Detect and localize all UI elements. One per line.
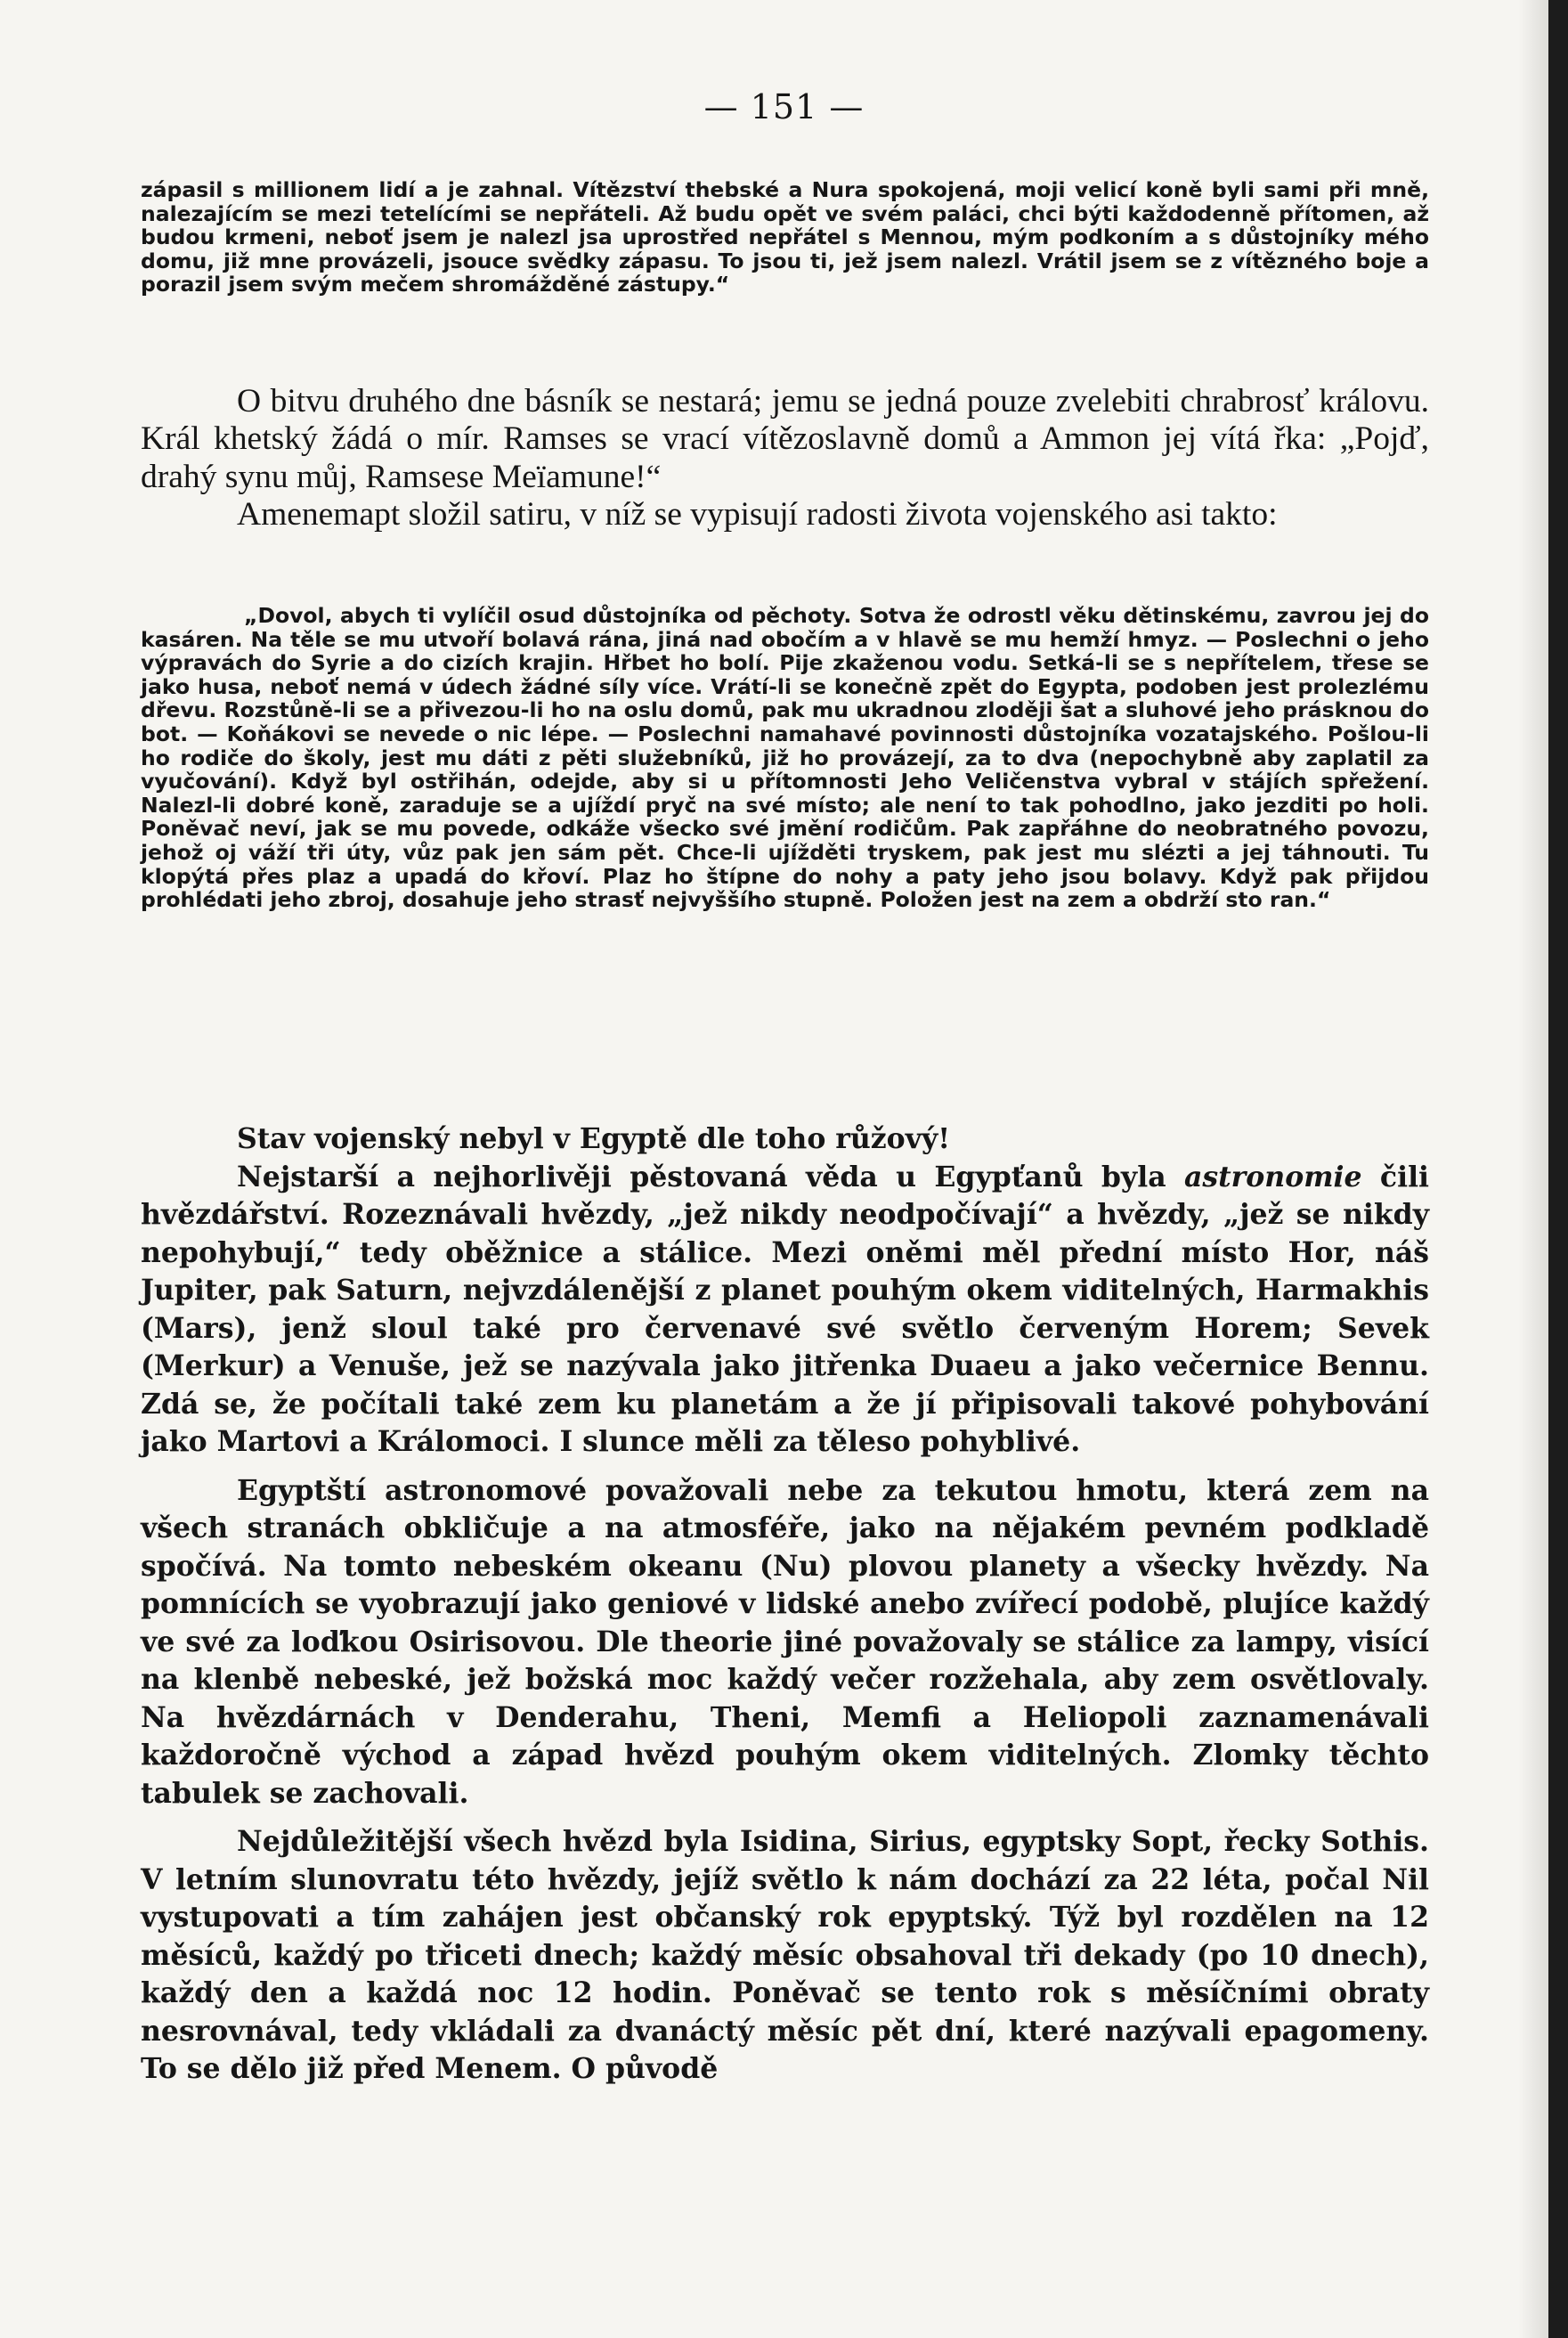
paragraph-5: Egyptští astronomové považovali nebe za tekutou hmotu, která zem na všech stranách obkličuje a na atmosféře, jako na nějakém pevném podkladě spočívá. Na tomto nebeském okeanu (Nu) plovou planety a všecky hvězdy. Na pomnících se vyobrazují jako geniové v lidské anebo zvířecí podobě, plujíce každý ve své za loďkou Osirisovou. Dle theorie jiné považovaly se stálice za lampy, visící na klenbě nebeské, jež božská moc každý večer rozžehala, aby zem osvětlovaly. Na hvězdárnách v Denderahu, Theni, Memfi a Heliopoli zaznamenávali každoročně východ a západ hvězd pouhým okem viditelných. Zlomky těchto tabulek se zachovali. <box>141 1473 1429 1810</box>
main-text-upper <box>141 383 1429 534</box>
paragraph-4-rest: čili hvězdářství. Rozeznávali hvězdy, „jež nikdy neodpočívají“ a hvězdy, „jež se nikdy nepohybují,“ tedy oběžnice a stálice. Mezi oněmi měl přední místo Hor, náš Jupiter, pak Saturn, nejvzdálenější z planet pouhým okem viditelných, Harmakhis (Mars), jenž sloul také pro červenavé své světlo červeným Horem; Sevek (Merkur) a Venuše, jež se nazývala jako jitřenka Duaeu a jako večernice Bennu. Zdá se, že počítali také zem ku planetám a že jí připisovali takové pohybování jako Martovi a Králomoci. I slunce měli za těleso pohyblivé. <box>141 1160 1429 1458</box>
paragraph-3: Stav vojenský nebyl v Egyptě dle toho růžový! <box>237 1122 951 1155</box>
paragraph-6: Nejdůležitější všech hvězd byla Isidina, Sirius, egyptsky Sopt, řecky Sothis. V letním slunovratu této hvězdy, jejíž světlo k nám dochází za 22 léta, počal Nil vystupovati a tím zahájen jest občanský rok epyptský. Týž byl rozdělen na 12 měsíců, každý po třiceti dnech; každý měsíc obsahoval tři dekady (po 10 dnech), každý den a každá noc 12 hodin. Poněvač se tento rok s měsíčními obraty nesrovnával, tedy vkládali za dvanáctý měsíc pět dní, které nazývali epagomeny. To se dělo již před Menem. O původě <box>141 1825 1429 2085</box>
quote-block-1 <box>141 178 1429 297</box>
page-edge-shadow <box>1518 0 1548 2338</box>
paragraph-4-start: Nejstarší a nejhorlivěji pěstovaná věda u Egypťanů byla <box>237 1160 1184 1193</box>
quote-block-2 <box>141 604 1429 912</box>
astronomie-term: astronomie <box>1183 1160 1362 1193</box>
quote-text-1: zápasil s millionem lidí a je zahnal. Vítězství thebské a Nura spokojená, moji velicí koně byli sami při mně, nalezajícím se mezi tetelícími se nepřáteli. Až budu opět ve svém paláci, chci býti každodenně přítomen, až budou krmeni, neboť jsem je nalezl jsa uprostřed nepřátel s Mennou, mým podkoním a s důstojníky mého domu, již mne provázeli, jsouce svědky zápasu. To jsou ti, jež jsem nalezl. Vrátil jsem se z vítězného boje a porazil jsem svým mečem shromážděné zástupy.“ <box>141 177 1429 297</box>
quote-text-2: „Dovol, abych ti vylíčil osud důstojníka od pěchoty. Sotva že odrostl věku dětinskému, zavrou jej do kasáren. Na těle se mu utvoří bolavá rána, jiná nad obočím a v hlavě se mu hemží hmyz. — Poslechni o jeho výpravách do Syrie a do cizích krajin. Hřbet ho bolí. Pije zkaženou vodu. Setká-li se s nepřítelem, třese se jako husa, neboť nemá v údech žádné síly více. Vrátí-li se konečně zpět do Egypta, podoben jest prolezlému dřevu. Rozstůně-li se a přivezou-li ho na oslu domů, pak mu ukradnou zloději šat a sluhové jeho prásknou do bot. — Koňákovi se nevede o nic lépe. — Poslechni namahavé povinnosti důstojníka vozatajského. Pošlou-li ho rodiče do školy, jest mu dáti z pěti služebníků, již ho provázejí, za to dva (nepochybně aby zaplatil za vyučování). Když byl ostřihán, odejde, aby si u přítomnosti Jeho Veličenstva vybral v stájích spřežení. Nalezl-li dobré koně, zaraduje se a ujíždí pryč na své místo; ale není to tak pohodlno, jako jezditi po holi. Poněvač neví, jak se mu povede, odkáže všecko své jmění rodičům. Pak zapřáhne do neobratného povozu, jehož oj váží tři úty, vůz pak jen sám pět. Chce-li ujížděti tryskem, pak jest mu slézti a jej táhnouti. Tu klopýtá přes plaz a upadá do křoví. Plaz ho štípne do nohy a paty jeho jsou bolavy. Když pak přijdou prohlédati jeho zbroj, dosahuje jeho strasť nejvyššího stupně. Položen jest na zem a obdrží sto ran.“ <box>141 603 1429 913</box>
paragraph-4 <box>141 1159 1429 1462</box>
scan-border <box>1548 0 1568 2338</box>
paragraph-1: O bitvu druhého dne básník se nestará; jemu se jedná pouze zvelebiti chrabrosť královu. Král khetský žádá o mír. Ramses se vrací vítězoslavně domů a Ammon jej vítá řka: „Pojď, drahý synu můj, Ramsese Meïamune!“ <box>141 383 1429 495</box>
page-number: — 151 — <box>703 87 865 126</box>
main-text-lower <box>141 1120 1429 2089</box>
paragraph-2: Amenemapt složil satiru, v níž se vypisují radosti života vojenského asi takto: <box>237 496 1278 534</box>
